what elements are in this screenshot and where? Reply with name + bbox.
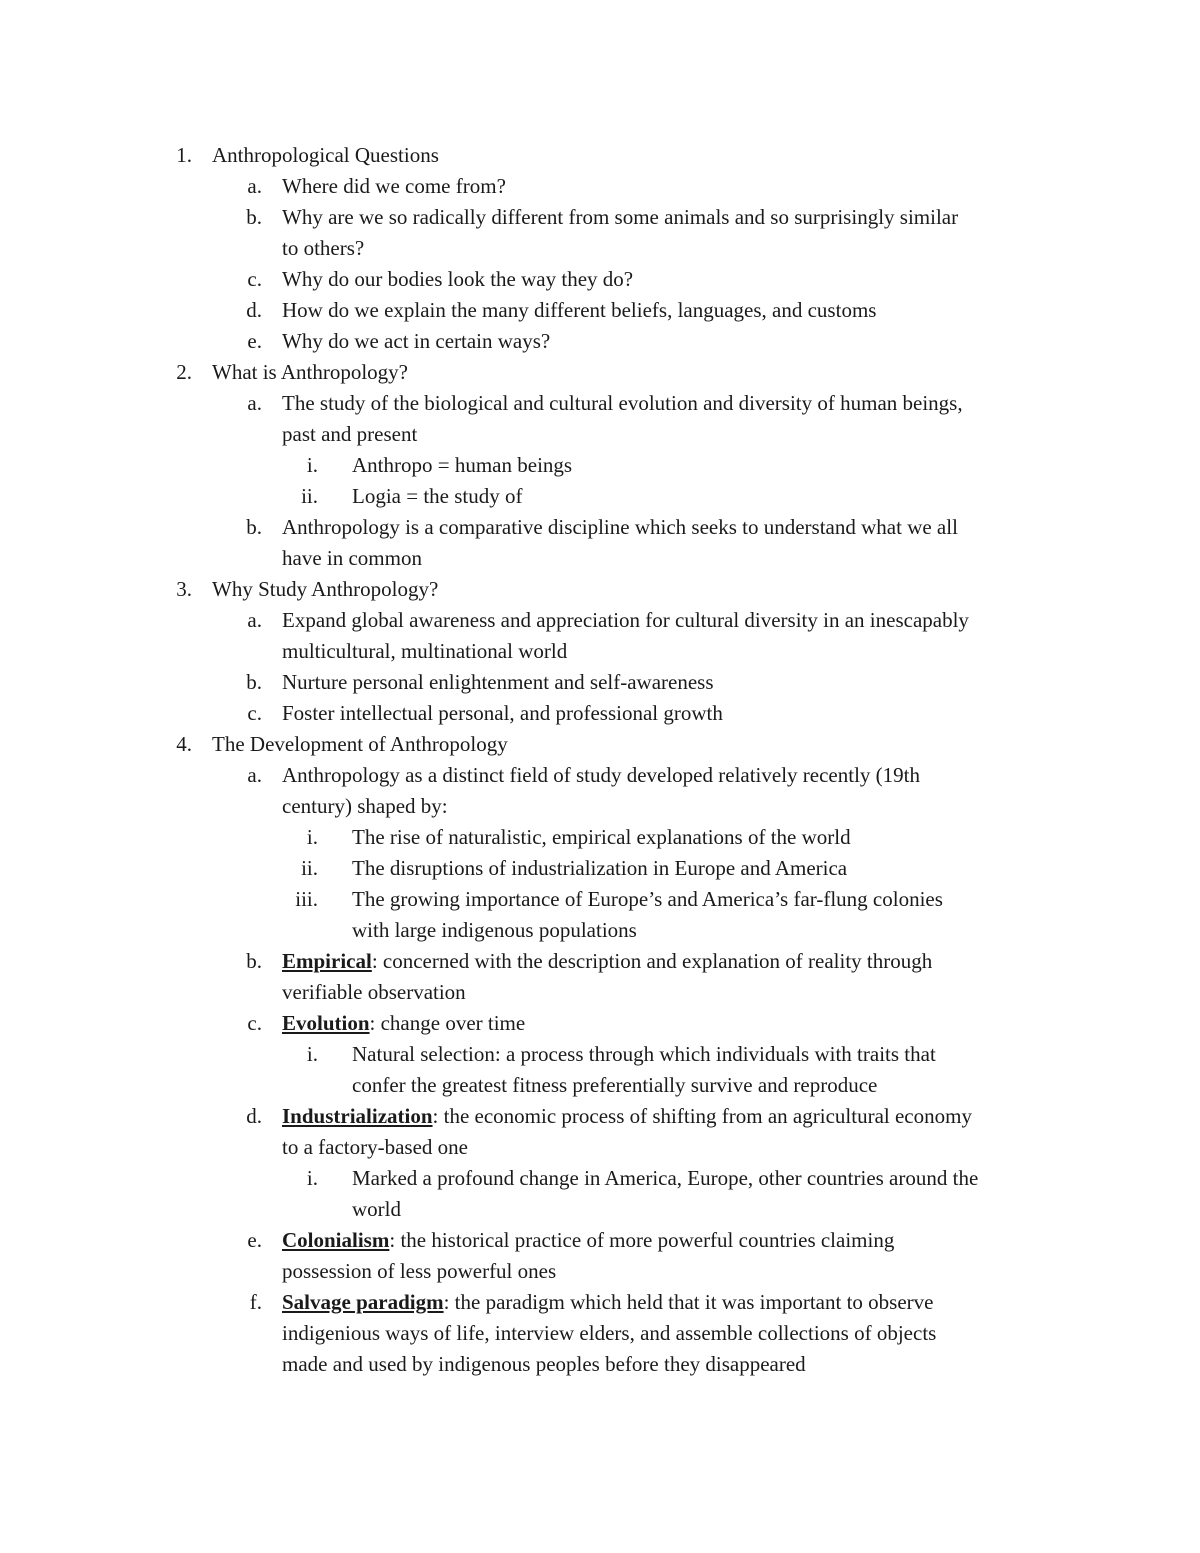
- list-letter: b.: [246, 670, 262, 694]
- list-item-continuation: [0, 977, 1200, 1008]
- list-item: [0, 605, 1200, 636]
- definition-item: [0, 1225, 1200, 1256]
- list-letter: a.: [247, 763, 262, 787]
- roman-numeral: i.: [306, 1042, 318, 1066]
- list-item: [0, 388, 1200, 419]
- section-2-heading: [0, 357, 1200, 388]
- definition-item: [0, 1101, 1200, 1132]
- definition-text: [282, 946, 932, 977]
- definition-body: : the historical practice of more powerful countries claiming: [389, 1228, 895, 1252]
- sub-list-item: [0, 884, 1200, 915]
- list-item-continuation: [0, 419, 1200, 450]
- list-letter: a.: [247, 174, 262, 198]
- section-title: The Development of Anthropology: [212, 732, 508, 756]
- list-letter: c.: [247, 701, 262, 725]
- list-item-text: Why do our bodies look the way they do?: [282, 267, 634, 291]
- definition-term: Industrialization: [282, 1104, 433, 1128]
- sub-list-item-continuation: [0, 915, 1200, 946]
- list-letter: e.: [247, 1228, 262, 1252]
- sub-list-item-continuation: [0, 1194, 1200, 1225]
- list-item: [0, 667, 1200, 698]
- list-item-text: Why are we so radically different from some animals and so surprisingly similar: [282, 205, 959, 229]
- list-item-text: Why do we act in certain ways?: [282, 329, 551, 353]
- list-item-continuation: [0, 636, 1200, 667]
- definition-term: Evolution: [282, 1011, 370, 1035]
- sub-list-item-text: The growing importance of Europe’s and America’s far-flung colonies: [352, 887, 943, 911]
- definition-text: [282, 1008, 525, 1039]
- list-item-text: possession of less powerful ones: [282, 1259, 557, 1283]
- list-item: [0, 295, 1200, 326]
- list-item: [0, 264, 1200, 295]
- list-letter: b.: [246, 515, 262, 539]
- sub-list-item-text: Natural selection: a process through which individuals with traits that: [352, 1042, 936, 1066]
- sub-list-item: [0, 853, 1200, 884]
- document-page: [0, 140, 1200, 1380]
- roman-numeral: i.: [306, 1166, 318, 1190]
- list-letter: a.: [247, 391, 262, 415]
- definition-item: [0, 1287, 1200, 1318]
- definition-term: Colonialism: [282, 1228, 390, 1252]
- list-letter: f.: [249, 1290, 262, 1314]
- sub-list-item-text: Marked a profound change in America, Europe, other countries around the: [352, 1166, 979, 1190]
- sub-list-item: [0, 481, 1200, 512]
- list-item-text: indigenious ways of life, interview elders, and assemble collections of objects: [282, 1321, 937, 1345]
- list-item-text: The study of the biological and cultural evolution and diversity of human beings,: [282, 391, 963, 415]
- definition-text: [282, 1101, 972, 1132]
- list-item-text: Where did we come from?: [282, 174, 506, 198]
- list-item-text: made and used by indigenous peoples before they disappeared: [282, 1352, 806, 1376]
- list-item-text: to a factory-based one: [282, 1135, 468, 1159]
- roman-numeral: i.: [306, 825, 318, 849]
- sub-list-item-text: Logia = the study of: [352, 484, 523, 508]
- list-item-continuation: [0, 543, 1200, 574]
- list-letter: a.: [247, 608, 262, 632]
- roman-numeral: ii.: [301, 856, 318, 880]
- list-item: [0, 760, 1200, 791]
- list-item-text: to others?: [282, 236, 365, 260]
- list-item-text: verifiable observation: [282, 980, 466, 1004]
- definition-term: Empirical: [282, 949, 372, 973]
- sub-list-item-text: with large indigenous populations: [352, 918, 637, 942]
- list-item-continuation: [0, 1318, 1200, 1349]
- section-title: Anthropological Questions: [212, 143, 439, 167]
- list-number: 1.: [176, 143, 192, 167]
- list-item: [0, 171, 1200, 202]
- list-item-text: have in common: [282, 546, 422, 570]
- list-number: 2.: [176, 360, 192, 384]
- definition-text: [282, 1225, 894, 1256]
- list-letter: c.: [247, 1011, 262, 1035]
- definition-body: : the economic process of shifting from an agricultural economy: [432, 1104, 972, 1128]
- definition-text: [282, 1287, 933, 1318]
- definition-body: : change over time: [369, 1011, 526, 1035]
- list-item: [0, 326, 1200, 357]
- list-item-text: Expand global awareness and appreciation for cultural diversity in an inescapably: [282, 608, 969, 632]
- list-item-text: Anthropology as a distinct field of study developed relatively recently (19th: [282, 763, 920, 787]
- definition-body: : the paradigm which held that it was important to observe: [443, 1290, 934, 1314]
- definition-term: Salvage paradigm: [282, 1290, 444, 1314]
- section-3-heading: [0, 574, 1200, 605]
- sub-list-item-text: Anthropo = human beings: [352, 453, 573, 477]
- definition-item: [0, 946, 1200, 977]
- sub-list-item-text: The rise of naturalistic, empirical explanations of the world: [352, 825, 851, 849]
- list-item-continuation: [0, 1349, 1200, 1380]
- sub-list-item-text: The disruptions of industrialization in Europe and America: [352, 856, 848, 880]
- section-title: Why Study Anthropology?: [212, 577, 439, 601]
- list-item-text: Anthropology is a comparative discipline which seeks to understand what we all: [282, 515, 958, 539]
- roman-numeral: i.: [306, 453, 318, 477]
- sub-list-item: [0, 822, 1200, 853]
- list-item: [0, 202, 1200, 233]
- definition-item: [0, 1008, 1200, 1039]
- sub-list-item: [0, 450, 1200, 481]
- roman-numeral: iii.: [295, 887, 318, 911]
- list-item-text: How do we explain the many different beliefs, languages, and customs: [282, 298, 877, 322]
- section-1-heading: [0, 140, 1200, 171]
- sub-list-item: [0, 1163, 1200, 1194]
- sub-list-item-text: world: [352, 1197, 401, 1221]
- list-number: 4.: [176, 732, 192, 756]
- section-title: What is Anthropology?: [212, 360, 408, 384]
- list-letter: e.: [247, 329, 262, 353]
- list-letter: c.: [247, 267, 262, 291]
- list-item-text: Foster intellectual personal, and professional growth: [282, 701, 723, 725]
- section-4-heading: [0, 729, 1200, 760]
- list-letter: d.: [246, 298, 262, 322]
- list-letter: b.: [246, 949, 262, 973]
- list-item-continuation: [0, 791, 1200, 822]
- definition-body: : concerned with the description and explanation of reality through: [371, 949, 933, 973]
- list-item-text: multicultural, multinational world: [282, 639, 568, 663]
- list-item-continuation: [0, 1256, 1200, 1287]
- sub-list-item-text: confer the greatest fitness preferentially survive and reproduce: [352, 1073, 878, 1097]
- list-item-text: Nurture personal enlightenment and self-awareness: [282, 670, 714, 694]
- list-item-text: past and present: [282, 422, 418, 446]
- list-item-continuation: [0, 233, 1200, 264]
- list-letter: d.: [246, 1104, 262, 1128]
- list-item-continuation: [0, 1132, 1200, 1163]
- list-number: 3.: [176, 577, 192, 601]
- sub-list-item-continuation: [0, 1070, 1200, 1101]
- list-item: [0, 512, 1200, 543]
- list-item-text: century) shaped by:: [282, 794, 448, 818]
- roman-numeral: ii.: [301, 484, 318, 508]
- sub-list-item: [0, 1039, 1200, 1070]
- list-letter: b.: [246, 205, 262, 229]
- list-item: [0, 698, 1200, 729]
